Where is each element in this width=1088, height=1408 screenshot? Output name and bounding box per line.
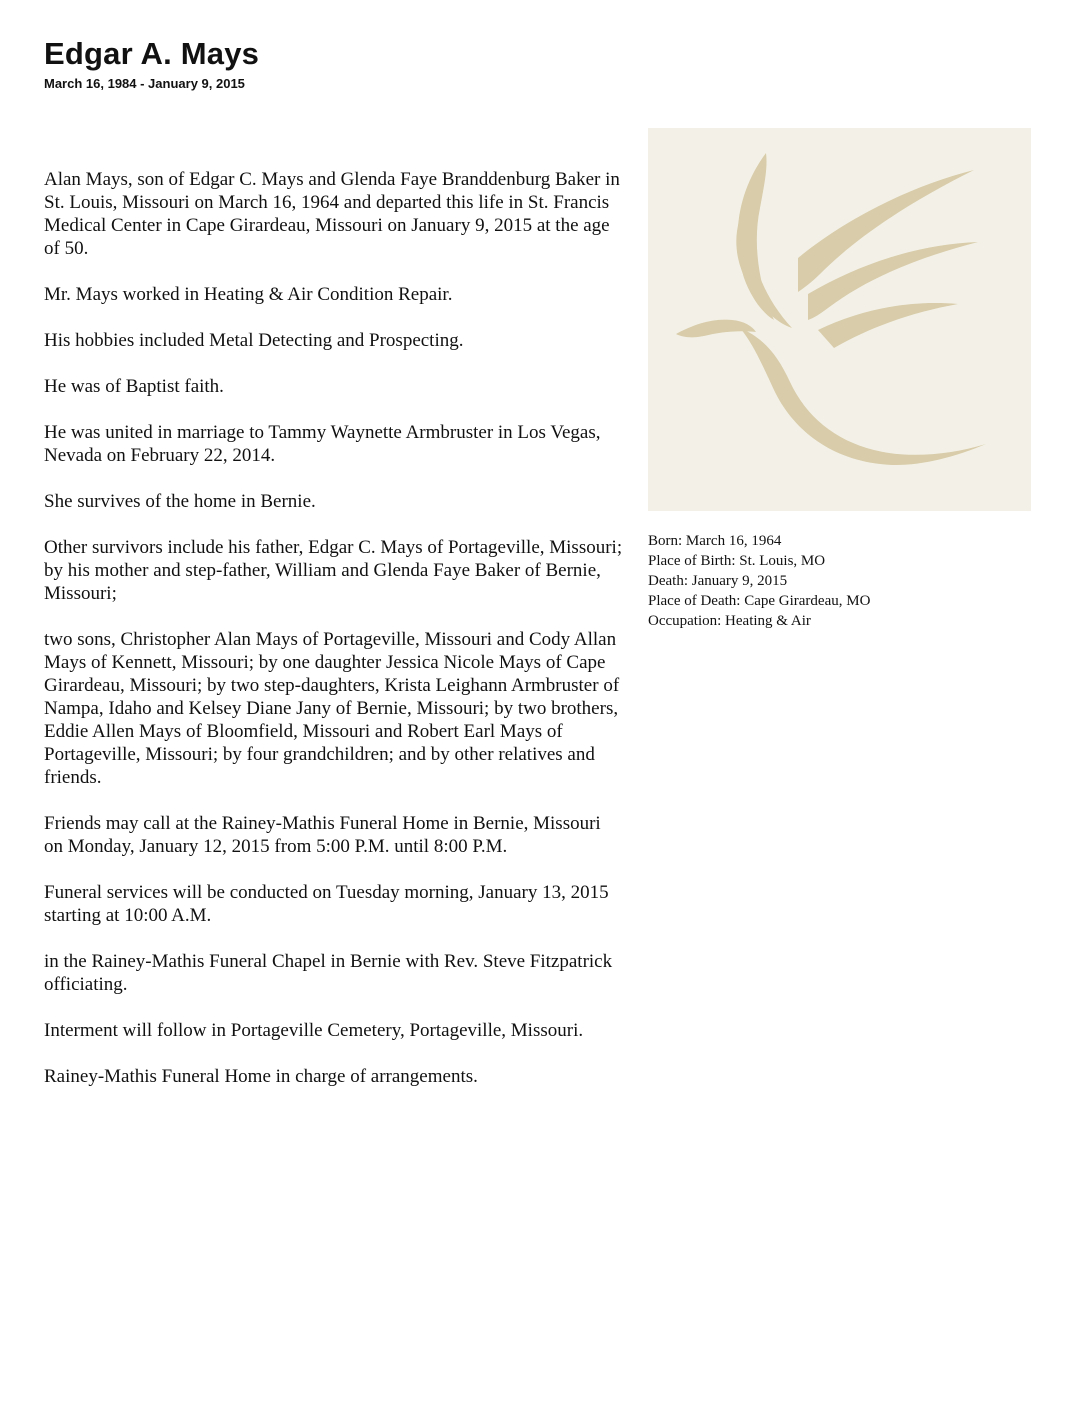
fact-born: Born: March 16, 1964	[648, 533, 782, 549]
obituary-paragraph: His hobbies included Metal Detecting and Prospecting.	[44, 330, 464, 351]
fact-occupation: Occupation: Heating & Air	[648, 613, 811, 629]
obituary-header	[44, 36, 644, 92]
fact-death: Death: January 9, 2015	[648, 573, 788, 589]
obituary-paragraph: Friends may call at the Rainey-Mathis Funeral Home in Bernie, Missouri on Monday, January 12, 2015 from 5:00 P.M. until 8:00 P.M.	[44, 813, 601, 857]
obituary-paragraph: Funeral services will be conducted on Tuesday morning, January 13, 2015 starting at 10:00 A.M.	[44, 882, 609, 926]
memorial-image	[648, 128, 1031, 511]
obituary-paragraph: Other survivors include his father, Edgar C. Mays of Portageville, Missouri; by his mother and step-father, William and Glenda Faye Baker of Bernie, Missouri;	[44, 537, 623, 604]
fact-place-of-death: Place of Death: Cape Girardeau, MO	[648, 593, 871, 609]
obituary-paragraph: two sons, Christopher Alan Mays of Portageville, Missouri and Cody Allan Mays of Kennett, Missouri; by one daughter Jessica Nicole Mays of Cape Girardeau, Missouri; by two step-daughters, Krista Leighann Armbruster of Nampa, Idaho and Kelsey Diane Jany of Bernie, Missouri; by two brothers, Eddie Allen Mays of Bloomfield, Missouri and Robert Earl Mays of Portageville, Missouri; by four grandchildren; and by other relatives and friends.	[44, 629, 620, 788]
fact-place-of-birth: Place of Birth: St. Louis, MO	[648, 553, 826, 569]
obituary-paragraph: He was of Baptist faith.	[44, 376, 224, 397]
obituary-paragraph: Alan Mays, son of Edgar C. Mays and Glenda Faye Branddenburg Baker in St. Louis, Missouri on March 16, 1964 and departed this life in St. Francis Medical Center in Cape Girardeau, Missouri on January 9, 2015 at the age of 50.	[44, 169, 620, 259]
obituary-paragraph: Rainey-Mathis Funeral Home in charge of arrangements.	[44, 1066, 478, 1087]
obituary-paragraph: She survives of the home in Bernie.	[44, 491, 316, 512]
obituary-paragraph: He was united in marriage to Tammy Waynette Armbruster in Los Vegas, Nevada on February 22, 2014.	[44, 422, 601, 466]
vital-facts	[648, 531, 1048, 631]
life-dates: March 16, 1984 - January 9, 2015	[44, 76, 245, 91]
obituary-paragraph: Mr. Mays worked in Heating & Air Condition Repair.	[44, 284, 453, 305]
obituary-paragraph: Interment will follow in Portageville Cemetery, Portageville, Missouri.	[44, 1020, 584, 1041]
dove-icon	[648, 128, 1031, 511]
page-title: Edgar A. Mays	[44, 36, 260, 71]
obituary-paragraph: in the Rainey-Mathis Funeral Chapel in Bernie with Rev. Steve Fitzpatrick officiating.	[44, 951, 613, 995]
obituary-text	[44, 168, 624, 1111]
